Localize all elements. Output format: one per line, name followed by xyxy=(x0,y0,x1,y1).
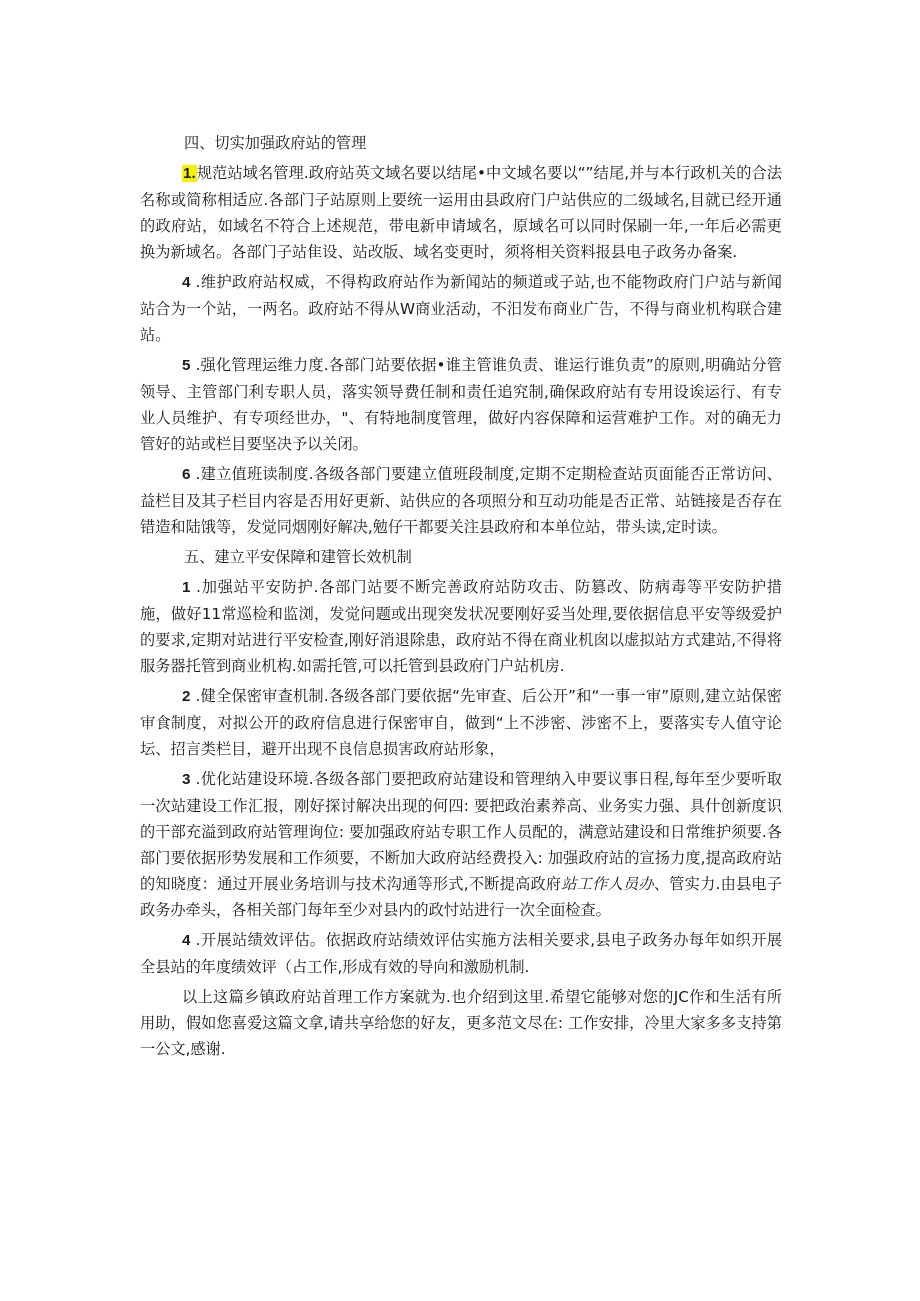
item-number: 1 xyxy=(182,579,191,596)
paragraph-5-2 xyxy=(140,683,782,762)
document-page xyxy=(140,130,782,1066)
paragraph-text: .健全保密审查机制.各级各部门要依据“先审查、后公开”和“一事一审”原则,建立站保密审食制度，对拟公开的政府信息进行保密审自，做到“上不涉密、涉密不上，要落实专人值守论坛、招言类栏目，避开出现不良信息损害政府站形象， xyxy=(140,687,782,758)
paragraph-5-4 xyxy=(140,927,782,980)
section-heading-4: 四、切实加强政府站的管理 xyxy=(184,134,367,152)
paragraph-5-3 xyxy=(140,766,782,923)
paragraph-text: 规范站域名管理.政府站英文域名要以结尾•中文域名要以“”结尾,并与本行政机关的合法名称或简称相适应.各部门子站原则上要统一运用由县政府门户站供应的二级域名,目就已经开通的政府站，如域名不符合上述规范，带电新申请域名，原域名可以同时保刷一年,一年后必需更换为新域名。各部门子站隹设、站改版、域名变更时，须将相关资料报县电子政务办备案. xyxy=(140,164,782,261)
paragraph-text: .加强站平安防护.各部门站要不断完善政府站防攻击、防篡改、防病毒等平安防护措施，做好11常巡检和监浏，发觉问题或出现突发状况要刚好妥当处理,要依据信息平安等级爱护的要求,定期对站进行平安检查,刚好消退除患，政府站不得在商业机囱以虚拟站方式建站,不得将服务器托管到商业机构.如需托管,可以托管到县政府门户站机房. xyxy=(140,578,782,675)
paragraph-text: 、管实力.由县电子政务办牵头，各相关部门每年至少对县内的政忖站进行一次全面检查。 xyxy=(140,875,783,919)
paragraph-text: .强化管理运维力度.各部门站要依据•谁主管谁负责、谁运行谁负责”的原则,明确站分管领导、主管部门利专职人员，落实领导费任制和责任追究制,确保政府站有专用设诶运行、有专业人员维护、有专项经世办，"、有特地制度管理，做好内容保障和运营难护工作。对的确无力管好的站或栏目要坚决予以关闭。 xyxy=(140,356,782,453)
paragraph-4-1 xyxy=(140,160,782,265)
item-number: 4 xyxy=(182,932,191,949)
item-number: 6 xyxy=(182,466,191,483)
paragraph-text: .开展站绩效评估。依据政府站绩效评估实施方法相关要求,县电子政务办每年如织开展全县站的年度绩效评（占工作,形成有效的导向和激励机制. xyxy=(140,931,782,976)
paragraph-text: .建立值班读制度.各级各部门要建立值班段制度,定期不定期检查站页面能否正常访问、益栏目及其子栏目内容是否用好更新、站供应的各项照分和互动功能是否正常、站链接是否存在错造和陆饿等，发觉同烟刚好解决,勉仔干都要关注县政府和本单位站，带头读,定时读。 xyxy=(140,465,782,536)
item-number: 2 xyxy=(182,688,191,705)
item-number: 5 xyxy=(182,357,191,374)
paragraph-text: .优化站建设环境.各级各部门要把政府站建设和管理纳入申要议事日程,每年至少要听取一次站建设工作汇报，刚好探讨解决出现的何四: 要把政治素养高、业务实力强、具什创新度识的干部充溢到政府站管理询位: 要加强政府站专职工作人员配的，满意站建设和日常维护须要.各部门要依据形势发展和工作须要，不断加大政府站经费投入: 加强政府站的宣扬力度,提高政府站的知晓度：通过开展业务培训与技术沟通等形式,不断提高政府 xyxy=(140,770,782,893)
paragraph-4-5 xyxy=(140,352,782,457)
closing-paragraph: 以上这篇乡镇政府站首理工作方案就为.也介绍到这里.希望它能够对您的JC作和生活有所用助，假如您喜爱这篇文拿,请共享给您的好友，更多范文尽在: 工作安排，冷里大家多多支持第一公文,感谢. xyxy=(140,988,782,1058)
item-number: 4 xyxy=(182,274,191,291)
section-heading-5: 五、建立平安保障和建管长效机制 xyxy=(184,548,412,566)
paragraph-5-1 xyxy=(140,574,782,679)
paragraph-italic-text: 站工作人员办 xyxy=(561,875,654,893)
paragraph-text: .维护政府站权威，不得构政府站作为新闻站的频道或子站,也不能物政府门户站与新闻站合为一个站，一两名。政府站不得从W商业活动，不汨发布商业广告，不得与商业机构联合建站。 xyxy=(140,273,782,344)
paragraph-4-4 xyxy=(140,269,782,348)
item-number: 3 xyxy=(182,771,191,788)
paragraph-4-6 xyxy=(140,461,782,540)
item-number-highlighted: 1. xyxy=(183,165,196,182)
